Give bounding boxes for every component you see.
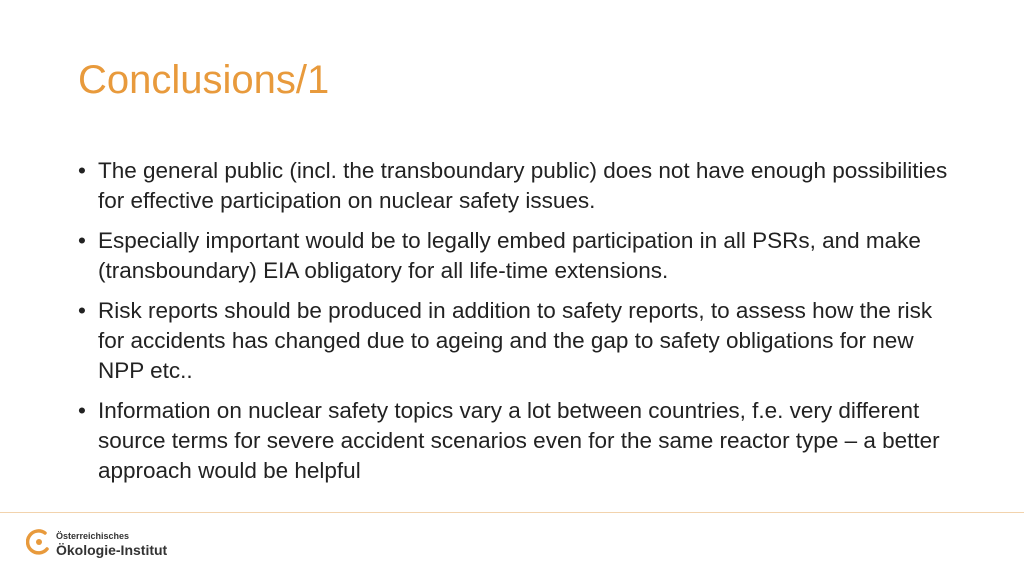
- bullet-item: • Especially important would be to legally embed participation in all PSRs, and make (transboundary) EIA obligatory for all life-time extensions.: [78, 226, 958, 286]
- footer-divider: [0, 512, 1024, 513]
- swirl-logo-icon: [26, 527, 52, 562]
- bullet-list: [78, 156, 958, 496]
- bullet-item: • Risk reports should be produced in addition to safety reports, to assess how the risk for accidents has changed due to ageing and the gap to safety obligations for new NPP etc..: [78, 296, 958, 386]
- slide-title: Conclusions/1: [78, 58, 330, 102]
- bullet-item: • The general public (incl. the transboundary public) does not have enough possibilities for effective participation on nuclear safety issues.: [78, 156, 958, 216]
- logo-line-2: Ökologie-Institut: [56, 541, 168, 558]
- logo-line-1: Österreichisches: [56, 530, 130, 541]
- bullet-item: • Information on nuclear safety topics vary a lot between countries, f.e. very different source terms for severe accident scenarios even for the same reactor type – a better approach would be helpful: [78, 396, 958, 486]
- institute-logo: [26, 524, 176, 564]
